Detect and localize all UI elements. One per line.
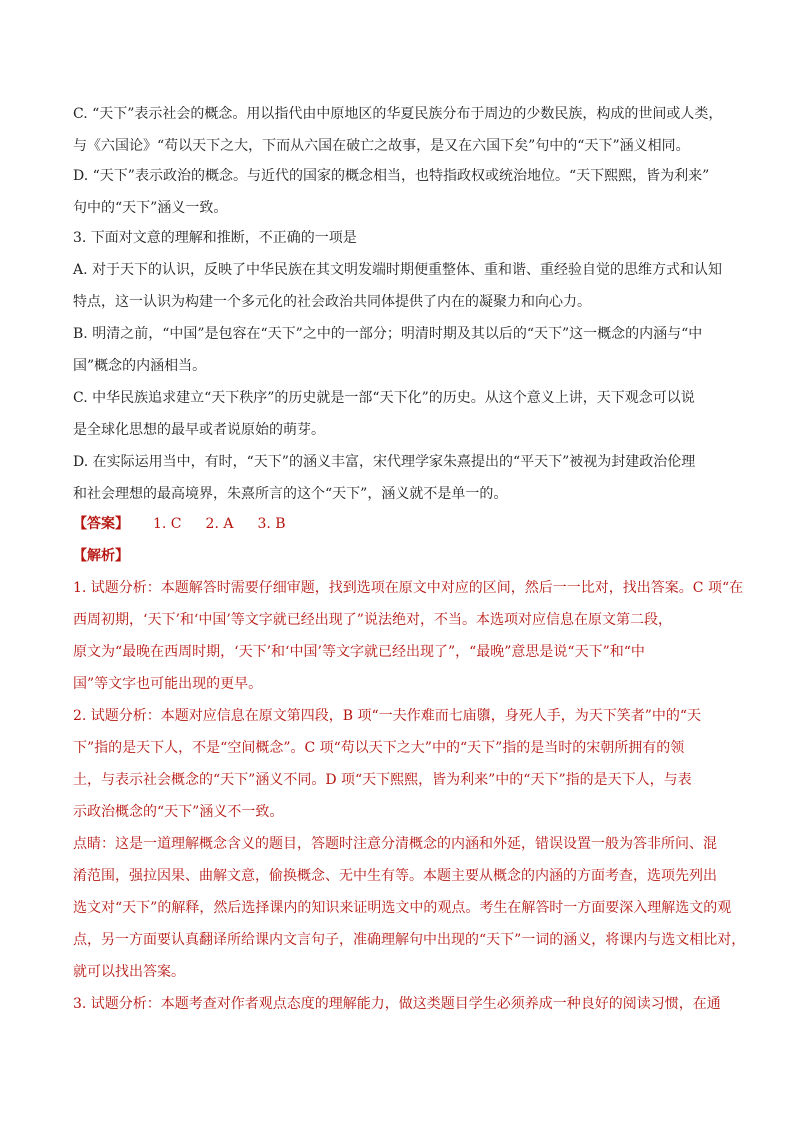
answer-label: 【答案】 <box>73 516 129 532</box>
text-line: 原文为“最晚在西周时期，‘天下’和‘中国’等文字就已经出现了”，“最晚”意思是说“天下”和“中 <box>73 644 645 660</box>
question-3-option-d <box>73 446 725 510</box>
text-line: 和社会理想的最高境界，朱熹所言的这个“天下”，涵义就不是单一的。 <box>73 486 508 502</box>
text-line: 淆范围，强拉因果、曲解文意，偷换概念、无中生有等。本题主要从概念的内涵的方面考查，选项先列出 <box>73 868 717 884</box>
text-line: D. 在实际运用当中，有时，“天下”的涵义丰富，宋代理学家朱熹提出的“平天下”被视为封建政治伦理 <box>73 454 696 470</box>
text-line: 就可以找出答案。 <box>73 964 185 980</box>
text-line: 3. 下面对文意的理解和推断，不正确的一项是 <box>73 230 357 246</box>
text-line: 句中的“天下”涵义一致。 <box>73 200 228 216</box>
text-line: 选文对“天下”的解释，然后选择课内的知识来证明选文中的观点。考生在解答时一方面要深入理解选文的观 <box>73 900 732 916</box>
text-line: A. 对于天下的认识，反映了中华民族在其文明发端时期便重整体、重和谐、重经验自觉的思维方式和认知 <box>73 262 723 278</box>
text-line: 土，与表示社会概念的“天下”涵义不同。D 项“天下熙熙，皆为利来”中的“天下”指的是天下人，与表 <box>73 772 692 788</box>
text-line: 3. 试题分析：本题考查对作者观点态度的理解能力，做这类题目学生必须养成一种良好的阅读习惯，在通 <box>73 996 721 1012</box>
text-line: 点，另一方面要认真翻译所给课内文言句子，准确理解句中出现的“天下”一词的涵义，将课内与选文相比对， <box>73 932 746 948</box>
answer-item: 2. A <box>205 516 234 532</box>
text-line: C. “天下”表示社会的概念。用以指代由中原地区的华夏民族分布于周边的少数民族，构成的世间或人类， <box>73 106 723 122</box>
analysis-heading <box>73 540 725 572</box>
option-c-paragraph <box>73 98 725 162</box>
text-line: 国”等文字也可能出现的更早。 <box>73 676 263 692</box>
text-line: 2. 试题分析：本题对应信息在原文第四段，B 项“一夫作难而七庙隳，身死人手，为天下笑者”中的“天 <box>73 708 702 724</box>
analysis-item-2 <box>73 700 725 828</box>
answer-item: 3. B <box>257 516 286 532</box>
question-3-option-b <box>73 318 725 382</box>
answer-item: 1. C <box>153 516 182 532</box>
analysis-item-1 <box>73 572 744 700</box>
text-line: 1. 试题分析：本题解答时需要仔细审题，找到选项在原文中对应的区间，然后一一比对，找出答案。C 项“在 <box>73 580 744 596</box>
option-d-paragraph <box>73 160 725 224</box>
question-3-option-a <box>73 254 725 318</box>
answer-line <box>73 508 725 540</box>
analysis-label: 【解析】 <box>73 548 129 564</box>
text-line: D. “天下”表示政治的概念。与近代的国家的概念相当，也特指政权或统治地位。“天下熙熙，皆为利来” <box>73 168 710 184</box>
question-3-option-c <box>73 382 725 446</box>
text-line: C. 中华民族追求建立“天下秩序”的历史就是一部“天下化”的历史。从这个意义上讲，天下观念可以说 <box>73 390 695 406</box>
analysis-item-3 <box>73 988 725 1020</box>
text-line: 国”概念的内涵相当。 <box>73 358 207 374</box>
text-line: 示政治概念的“天下”涵义不一致。 <box>73 804 284 820</box>
text-line: 下”指的是天下人，不是“空间概念”。C 项“苟以天下之大”中的“天下”指的是当时的宋朝所拥有的领 <box>73 740 685 756</box>
text-line: 与《六国论》“苟以天下之大，下而从六国在破亡之故事，是又在六国下矣”句中的“天下”涵义相同。 <box>73 138 690 154</box>
text-line: B. 明清之前，“中国”是包容在“天下”之中的一部分；明清时期及其以后的“天下”这一概念的内涵与“中 <box>73 326 703 342</box>
text-line: 西周初期，‘天下’和‘中国’等文字就已经出现了”说法绝对，不当。本选项对应信息在原文第二段， <box>73 612 672 628</box>
text-line: 点睛：这是一道理解概念含义的题目，答题时注意分清概念的内涵和外延，错误设置一般为答非所问、混 <box>73 836 717 852</box>
question-3-stem <box>73 222 725 254</box>
text-line: 特点，这一认识为构建一个多元化的社会政治共同体提供了内在的凝聚力和向心力。 <box>73 294 591 310</box>
text-line: 是全球化思想的最早或者说原始的萌芽。 <box>73 422 325 438</box>
analysis-tip <box>73 828 746 988</box>
